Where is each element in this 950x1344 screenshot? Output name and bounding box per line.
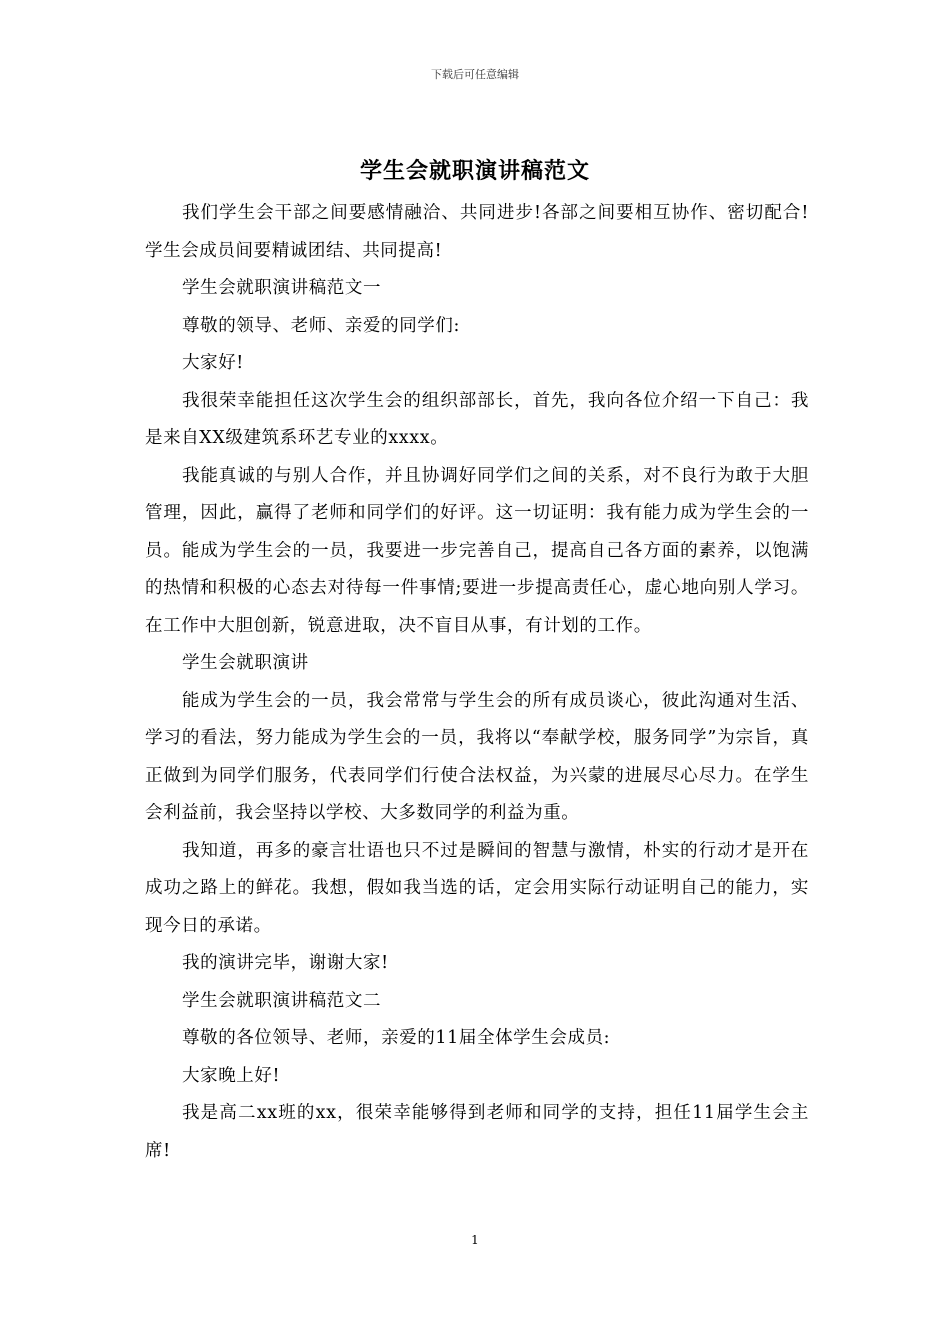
salutation: 尊敬的各位领导、老师，亲爱的11届全体学生会成员:: [182, 1028, 611, 1048]
paragraph: 能成为学生会的一员，我会常常与学生会的所有成员谈心，彼此沟通对生活、学习的看法，努力能成为学生会的一员，我将以“奉献学校，服务同学”为宗旨，真正做到为同学们服务，代表同学们行使合法权益，为兴蒙的进展尽心尽力。在学生会利益前，我会坚持以学校、大多数同学的利益为重。: [145, 690, 809, 823]
document-title: 学生会就职演讲稿范文: [359, 159, 590, 184]
paragraph: 我知道，再多的豪言壮语也只不过是瞬间的智慧与激情，朴实的行动才是开在成功之路上的鲜花。我想，假如我当选的话，定会用实际行动证明自己的能力，实现今日的承诺。: [145, 840, 809, 936]
page-number: 1: [471, 1233, 479, 1247]
paragraph: 我们学生会干部之间要感情融洽、共同进步!各部之间要相互协作、密切配合!学生会成员间要精诚团结、共同提高!: [145, 203, 809, 261]
greeting: 大家好!: [182, 353, 244, 373]
closing: 我的演讲完毕，谢谢大家!: [182, 953, 389, 973]
page-header-note: 下载后可任意编辑: [431, 68, 519, 81]
section-heading: 学生会就职演讲: [182, 653, 309, 673]
paragraph: 我能真诚的与别人合作，并且协调好同学们之间的关系，对不良行为敢于大胆管理，因此，赢得了老师和同学们的好评。这一切证明：我有能力成为学生会的一员。能成为学生会的一员，我要进一步完善自己，提高自己各方面的素养，以饱满的热情和积极的心态去对待每一件事情;要进一步提高责任心，虚心地向别人学习。在工作中大胆创新，锐意进取，决不盲目从事，有计划的工作。: [145, 465, 809, 636]
paragraph: 我是高二xx班的xx，很荣幸能够得到老师和同学的支持，担任11届学生会主席!: [145, 1103, 809, 1161]
paragraph: 我很荣幸能担任这次学生会的组织部部长，首先，我向各位介绍一下自己：我是来自XX级建筑系环艺专业的xxxx。: [145, 390, 809, 448]
greeting: 大家晚上好!: [182, 1065, 281, 1086]
salutation: 尊敬的领导、老师、亲爱的同学们:: [182, 315, 460, 336]
section-heading: 学生会就职演讲稿范文二: [182, 990, 382, 1011]
section-heading: 学生会就职演讲稿范文一: [182, 278, 382, 298]
document-body: [145, 195, 809, 1170]
